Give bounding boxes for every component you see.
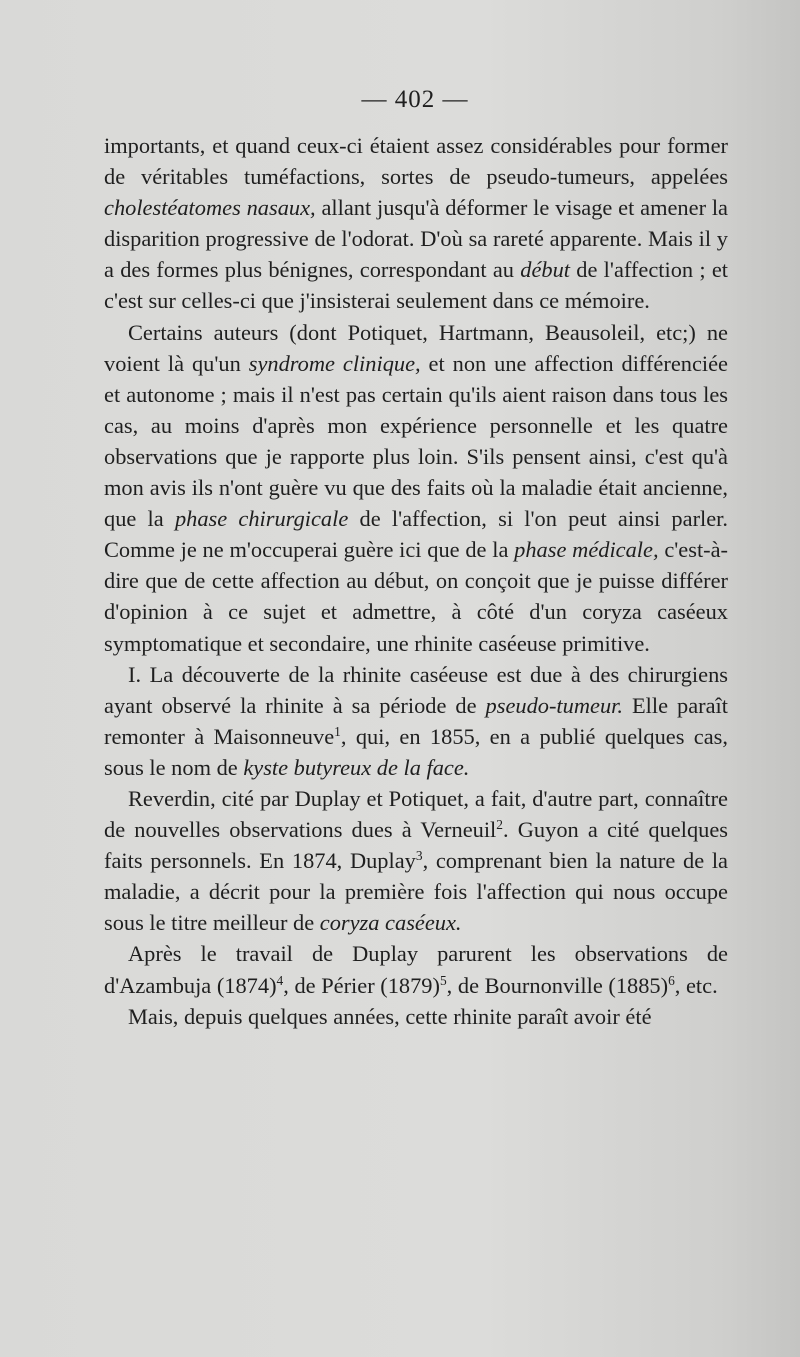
text-run: et non une affection différenciée et autonome ; mais il n'est pas certain qu'ils aient raison dans tous les cas, au moins d'après mon expérience personnelle et les quatre observations que je rapporte plus loin. S'ils pensent ainsi, c'est qu'à mon avis ils n'ont guère vu que des faits où la maladie était ancienne, que la xyxy=(104,350,728,532)
text-run: Mais, depuis quelques années, cette rhinite paraît avoir été xyxy=(128,1003,652,1029)
footnote-marker: 5 xyxy=(439,972,447,988)
italic-text: coryza caséeux. xyxy=(319,910,462,936)
italic-text: cholestéatomes nasaux, xyxy=(104,195,316,221)
text-run: Elle paraît remonter à Maisonneuve xyxy=(104,692,728,749)
text-run: Après le travail de Duplay parurent les observations de d'Azambuja (1874) xyxy=(104,941,728,998)
italic-text: phase médicale, xyxy=(514,537,659,563)
text-run: , comprenant bien la nature de la maladie, a décrit pour la première fois l'affection qui nous occupe sous le titre meilleur de xyxy=(104,848,728,936)
italic-text: phase chirurgicale xyxy=(174,506,349,532)
text-run: importants, et quand ceux-ci étaient assez considérables pour former de véritables tuméfactions, sortes de pseudo-tumeurs, appelées xyxy=(104,133,728,190)
paragraph xyxy=(104,938,728,1000)
text-run: de l'affection ; et c'est sur celles-ci que j'insisterai seulement dans ce mémoire. xyxy=(104,257,728,314)
text-run: , etc. xyxy=(674,972,718,998)
italic-text: début xyxy=(520,257,571,283)
paragraph xyxy=(104,659,728,783)
paragraph xyxy=(104,317,728,659)
footnote-marker: 4 xyxy=(276,972,284,988)
paragraph xyxy=(104,1001,728,1032)
italic-text: pseudo-tumeur. xyxy=(485,692,623,718)
paragraph xyxy=(104,783,728,938)
footnote-marker: 3 xyxy=(415,848,423,864)
text-run: , qui, en 1855, en a publié quelques cas, sous le nom de xyxy=(104,723,728,780)
text-run: , de Bournonville (1885) xyxy=(446,972,669,998)
footnote-marker: 6 xyxy=(668,972,675,988)
text-run: Reverdin, cité par Duplay et Potiquet, a fait, d'autre part, connaître de nouvelles observations dues à Verneuil xyxy=(104,785,728,843)
footnote-marker: 1 xyxy=(334,723,341,739)
page-number: — 402 — xyxy=(361,86,469,113)
text-run: de l'affection, si l'on peut ainsi parler. Comme je ne m'occuperai guère ici que de la xyxy=(104,506,728,563)
text-run: I. La découverte de la rhinite caséeuse est due à des chirurgiens ayant observé la rhinite à sa période de xyxy=(104,661,728,718)
italic-text: kyste butyreux de la face. xyxy=(243,754,470,780)
italic-text: syndrome clinique, xyxy=(248,350,421,376)
text-run: . Guyon a cité quelques faits personnels. En 1874, Duplay xyxy=(104,817,728,874)
text-run: allant jusqu'à déformer le visage et amener la disparition progressive de l'odorat. D'où sa rareté apparente. Mais il y a des formes plus bénignes, correspondant au xyxy=(104,195,728,283)
footnote-marker: 2 xyxy=(496,817,504,832)
text-run: , de Périer (1879) xyxy=(283,972,440,998)
paragraph xyxy=(104,130,728,317)
text-run: Certains auteurs (dont Potiquet, Hartmann, Beausoleil, etc;) ne voient là qu'un xyxy=(104,319,728,376)
text-run: c'est-à-dire que de cette affection au début, on conçoit que je puisse différer d'opinion à ce sujet et admettre, à côté d'un coryza caséeux symptomatique et secondaire, une rhinite caséeuse primitive. xyxy=(104,537,729,656)
body-text xyxy=(104,130,728,1032)
